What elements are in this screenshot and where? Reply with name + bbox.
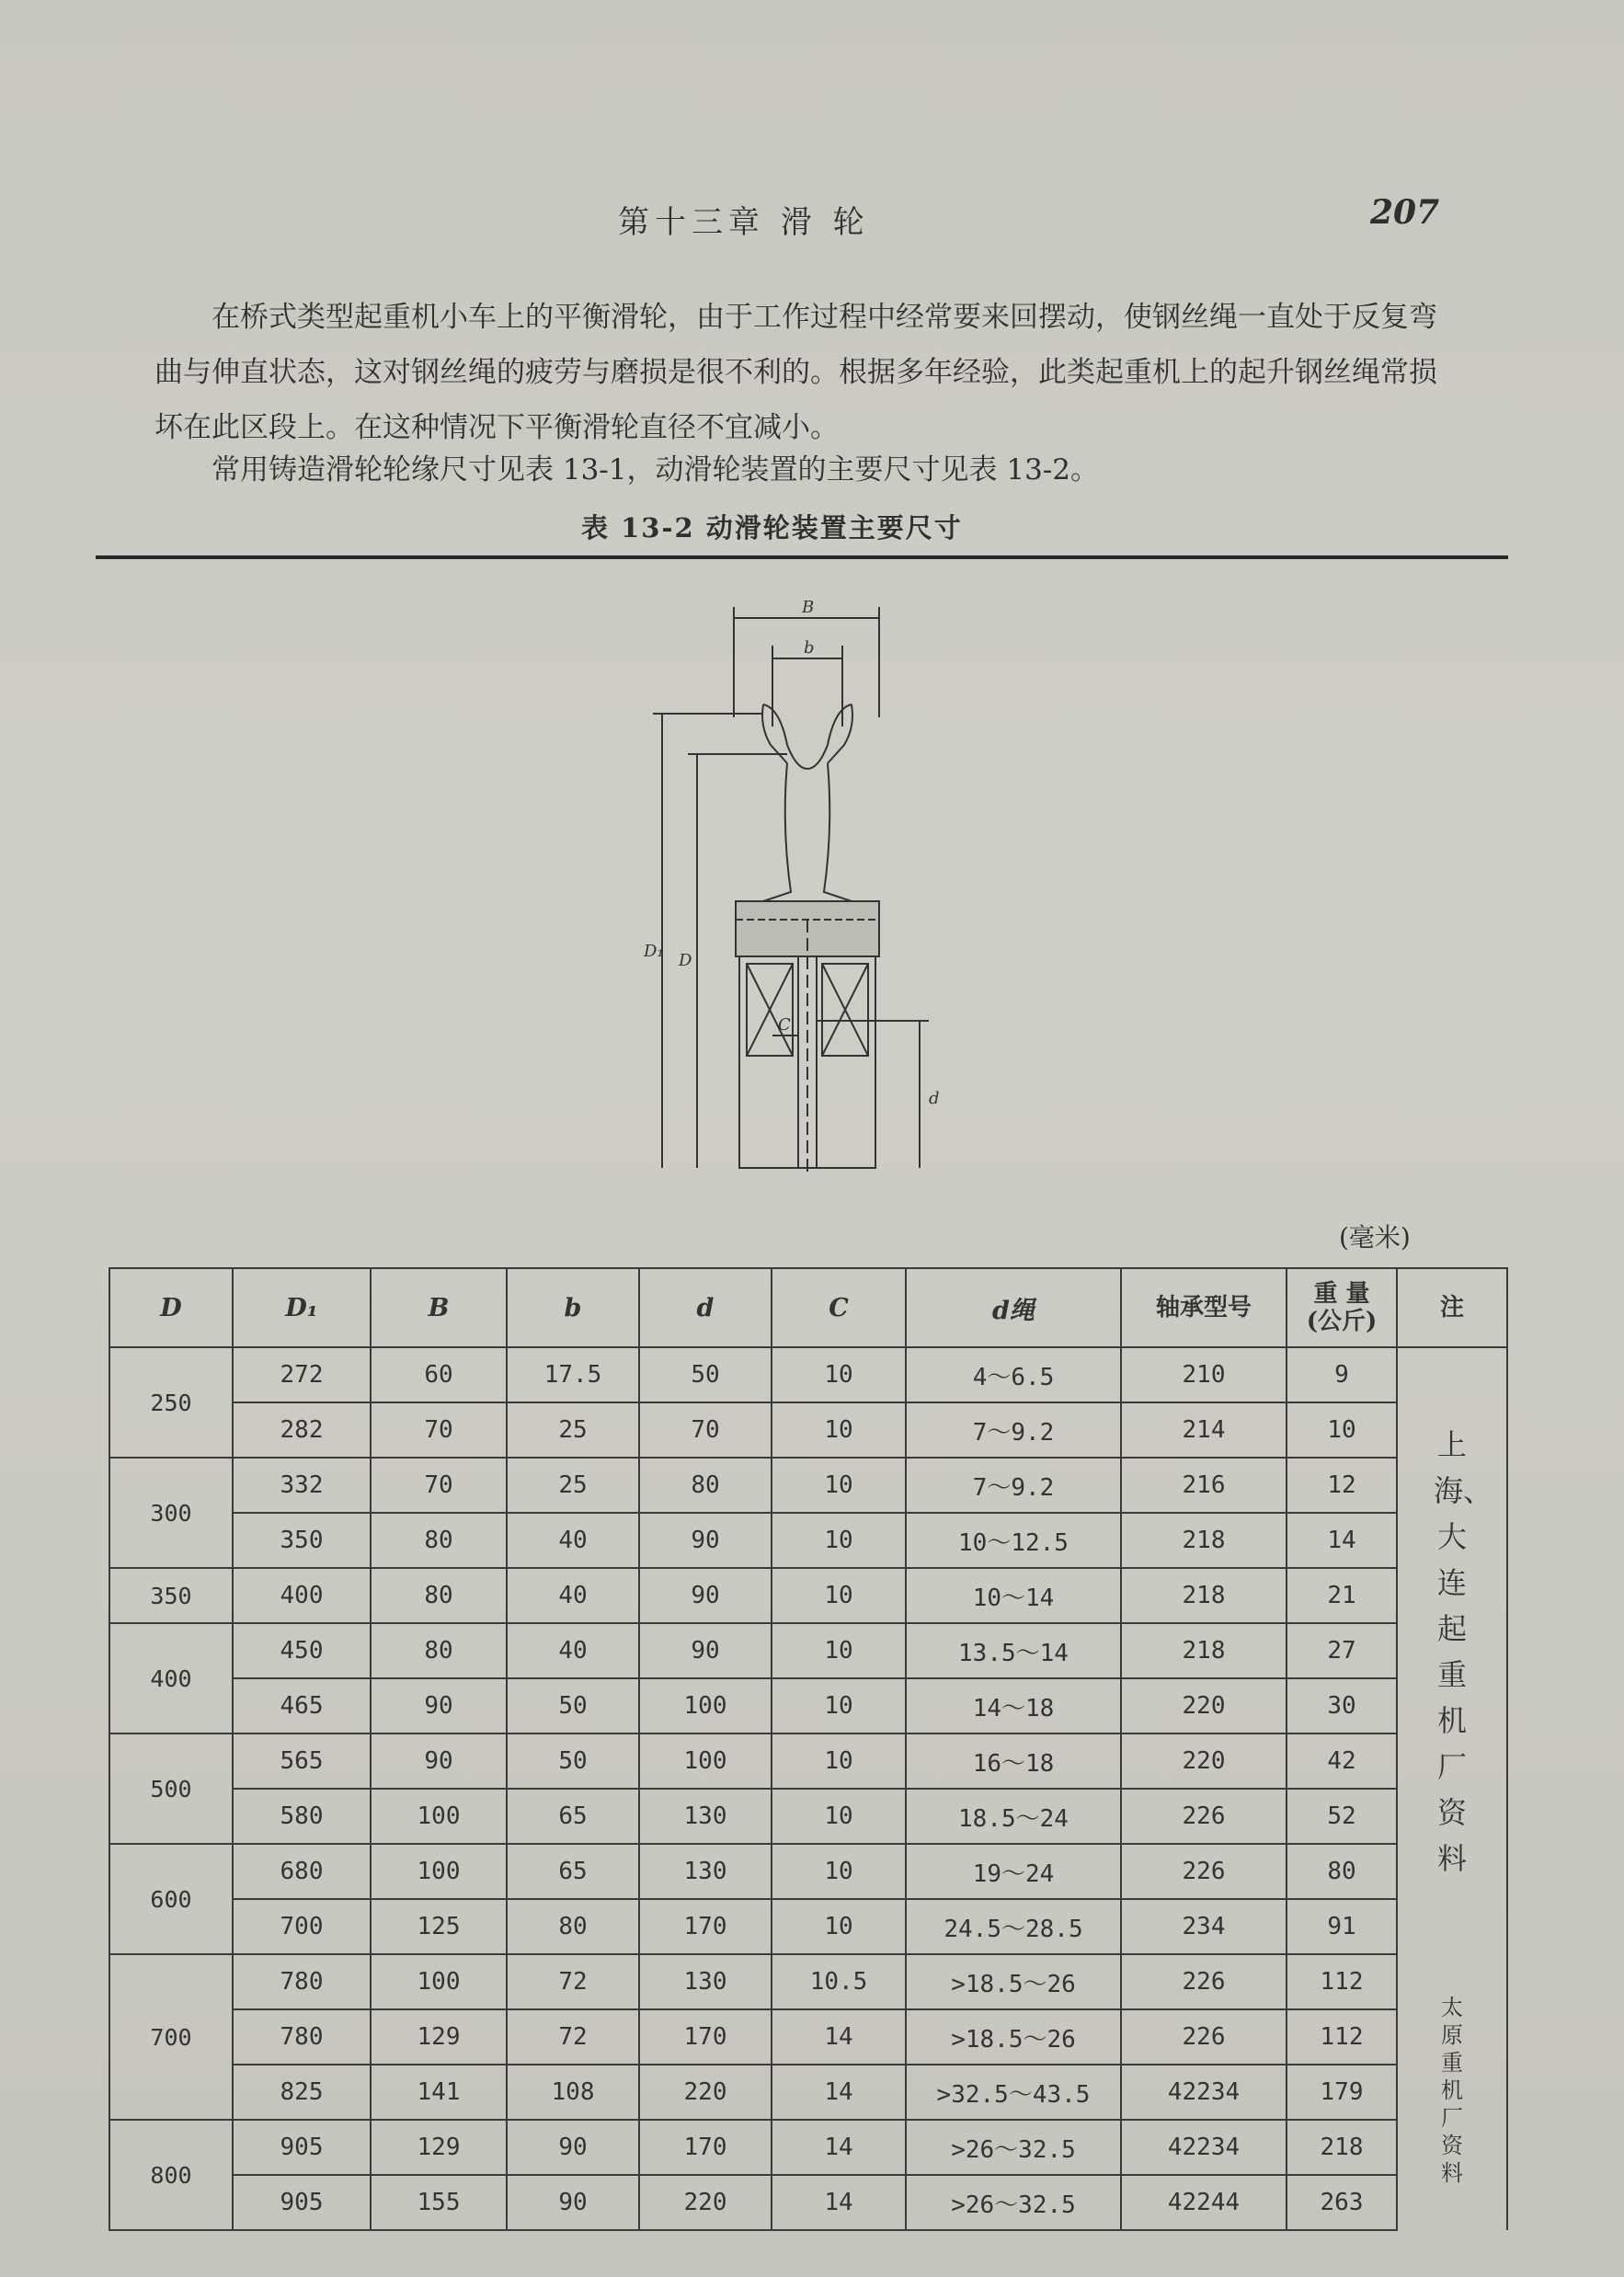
table-row <box>109 1458 1507 1513</box>
table-row <box>109 2120 1507 2175</box>
table-row <box>109 1347 1507 1402</box>
pulley-drawing <box>625 589 956 1196</box>
cell-D1: 825 <box>233 2065 371 2120</box>
cell-d: 80 <box>639 1458 772 1513</box>
cell-b: 40 <box>507 1568 639 1623</box>
cell-d: 130 <box>639 1954 772 2009</box>
cell-bearing: 226 <box>1121 1954 1287 2009</box>
table-row <box>109 1568 1507 1623</box>
cell-D1: 350 <box>233 1513 371 1568</box>
cell-D1: 780 <box>233 2009 371 2065</box>
cell-b: 17.5 <box>507 1347 639 1402</box>
cell-D: 800 <box>109 2120 233 2230</box>
cell-D1: 282 <box>233 1402 371 1458</box>
cell-B: 70 <box>371 1458 507 1513</box>
cell-weight: 112 <box>1287 2009 1397 2065</box>
table-body <box>109 1347 1507 2230</box>
cell-B: 155 <box>371 2175 507 2230</box>
cell-d-rope: >18.5～26 <box>906 1954 1121 2009</box>
table-header-row <box>109 1268 1507 1347</box>
groove-outline <box>763 704 852 769</box>
cell-weight: 10 <box>1287 1402 1397 1458</box>
cell-C: 10.5 <box>772 1954 906 2009</box>
cell-bearing: 210 <box>1121 1347 1287 1402</box>
cell-D: 600 <box>109 1844 233 1954</box>
cell-b: 40 <box>507 1513 639 1568</box>
table-top-rule <box>96 555 1508 559</box>
cell-d-rope: 13.5～14 <box>906 1623 1121 1678</box>
cell-weight: 30 <box>1287 1678 1397 1733</box>
cell-b: 108 <box>507 2065 639 2120</box>
table-row <box>109 1733 1507 1789</box>
cell-bearing: 220 <box>1121 1733 1287 1789</box>
cell-d-rope: 4～6.5 <box>906 1347 1121 1402</box>
cell-D1: 905 <box>233 2120 371 2175</box>
cell-C: 10 <box>772 1678 906 1733</box>
header-b: b <box>507 1268 639 1347</box>
cell-weight: 112 <box>1287 1954 1397 2009</box>
cell-weight: 179 <box>1287 2065 1397 2120</box>
cell-b: 90 <box>507 2175 639 2230</box>
cell-B: 125 <box>371 1899 507 1954</box>
cell-C: 10 <box>772 1402 906 1458</box>
page-number: 207 <box>1370 193 1440 232</box>
cell-b: 40 <box>507 1623 639 1678</box>
cell-D: 700 <box>109 1954 233 2120</box>
cell-b: 80 <box>507 1899 639 1954</box>
cell-d-rope: >32.5～43.5 <box>906 2065 1121 2120</box>
cell-b: 90 <box>507 2120 639 2175</box>
cell-d: 220 <box>639 2065 772 2120</box>
cell-C: 10 <box>772 1844 906 1899</box>
cell-D1: 465 <box>233 1678 371 1733</box>
label-D1: D₁ <box>644 942 664 961</box>
cell-C: 10 <box>772 1513 906 1568</box>
dimension-table-wrap <box>109 1267 1506 2231</box>
cell-C: 10 <box>772 1733 906 1789</box>
cell-d: 90 <box>639 1513 772 1568</box>
cell-C: 14 <box>772 2065 906 2120</box>
table-row <box>109 1623 1507 1678</box>
cell-B: 60 <box>371 1347 507 1402</box>
cell-bearing: 226 <box>1121 1789 1287 1844</box>
cell-bearing: 234 <box>1121 1899 1287 1954</box>
cell-D: 400 <box>109 1623 233 1733</box>
cell-d-rope: 16～18 <box>906 1733 1121 1789</box>
cell-weight: 14 <box>1287 1513 1397 1568</box>
label-C: C <box>778 1015 791 1035</box>
label-d: d <box>929 1089 940 1108</box>
cell-C: 14 <box>772 2175 906 2230</box>
cell-B: 100 <box>371 1954 507 2009</box>
chapter-title: 第十三章 滑 轮 <box>618 204 870 241</box>
cell-d-rope: 10～14 <box>906 1568 1121 1623</box>
table-row <box>109 1789 1507 1844</box>
cell-bearing: 220 <box>1121 1678 1287 1733</box>
table-row <box>109 2065 1507 2120</box>
cell-weight: 263 <box>1287 2175 1397 2230</box>
cell-bearing: 218 <box>1121 1568 1287 1623</box>
cell-d-rope: >26～32.5 <box>906 2175 1121 2230</box>
cell-weight: 27 <box>1287 1623 1397 1678</box>
cell-C: 10 <box>772 1899 906 1954</box>
cell-bearing: 218 <box>1121 1513 1287 1568</box>
cell-d-rope: 14～18 <box>906 1678 1121 1733</box>
cell-d-rope: 10～12.5 <box>906 1513 1121 1568</box>
cell-C: 10 <box>772 1458 906 1513</box>
cell-D1: 565 <box>233 1733 371 1789</box>
dimension-table <box>109 1267 1508 2231</box>
cell-weight: 52 <box>1287 1789 1397 1844</box>
unit-note: (毫米) <box>1339 1222 1411 1253</box>
cell-d-rope: >26～32.5 <box>906 2120 1121 2175</box>
cell-d: 130 <box>639 1844 772 1899</box>
cell-d: 100 <box>639 1678 772 1733</box>
note-text: 太原重机厂资料 <box>1441 1994 1463 2186</box>
header-D1: D₁ <box>233 1268 371 1347</box>
label-b: b <box>804 638 815 658</box>
cell-weight: 91 <box>1287 1899 1397 1954</box>
header-d: d <box>639 1268 772 1347</box>
table-row <box>109 1954 1507 2009</box>
cell-weight: 218 <box>1287 2120 1397 2175</box>
table-row <box>109 2175 1507 2230</box>
cell-D1: 272 <box>233 1347 371 1402</box>
cell-D1: 450 <box>233 1623 371 1678</box>
cell-B: 80 <box>371 1623 507 1678</box>
cell-B: 70 <box>371 1402 507 1458</box>
table-row <box>109 1899 1507 1954</box>
cell-d: 50 <box>639 1347 772 1402</box>
label-D: D <box>679 951 692 970</box>
header-d-rope: d绳 <box>906 1268 1121 1347</box>
cell-bearing: 214 <box>1121 1402 1287 1458</box>
cell-bearing: 226 <box>1121 2009 1287 2065</box>
cell-bearing: 42234 <box>1121 2065 1287 2120</box>
cell-C: 10 <box>772 1623 906 1678</box>
cell-b: 50 <box>507 1733 639 1789</box>
cell-B: 80 <box>371 1513 507 1568</box>
table-row <box>109 1402 1507 1458</box>
cell-b: 25 <box>507 1402 639 1458</box>
header-C: C <box>772 1268 906 1347</box>
cell-D1: 580 <box>233 1789 371 1844</box>
table-row <box>109 1513 1507 1568</box>
cell-weight: 12 <box>1287 1458 1397 1513</box>
header-weight: 重 量 (公斤) <box>1287 1268 1397 1347</box>
cell-d-rope: >18.5～26 <box>906 2009 1121 2065</box>
running-head <box>0 193 1624 243</box>
cell-d: 220 <box>639 2175 772 2230</box>
cell-d-rope: 7～9.2 <box>906 1458 1121 1513</box>
cell-d-rope: 19～24 <box>906 1844 1121 1899</box>
cell-weight: 80 <box>1287 1844 1397 1899</box>
cell-D1: 700 <box>233 1899 371 1954</box>
cell-d: 100 <box>639 1733 772 1789</box>
cell-d-rope: 18.5～24 <box>906 1789 1121 1844</box>
label-B: B <box>802 598 815 617</box>
cell-B: 100 <box>371 1844 507 1899</box>
cell-D: 300 <box>109 1458 233 1568</box>
cell-B: 141 <box>371 2065 507 2120</box>
cell-B: 90 <box>371 1678 507 1733</box>
cell-D1: 400 <box>233 1568 371 1623</box>
cell-C: 14 <box>772 2009 906 2065</box>
cell-d-rope: 7～9.2 <box>906 1402 1121 1458</box>
header-note: 注 <box>1397 1268 1507 1347</box>
cell-bearing: 226 <box>1121 1844 1287 1899</box>
cell-B: 129 <box>371 2009 507 2065</box>
table-row <box>109 1678 1507 1733</box>
cell-C: 10 <box>772 1789 906 1844</box>
cell-B: 100 <box>371 1789 507 1844</box>
cell-D: 500 <box>109 1733 233 1844</box>
body-paragraph: 常用铸造滑轮轮缘尺寸见表 13-1，动滑轮装置的主要尺寸见表 13-2。 <box>212 453 1099 486</box>
cell-C: 14 <box>772 2120 906 2175</box>
table-title: 表 13-2 动滑轮装置主要尺寸 <box>581 512 963 544</box>
cell-D1: 332 <box>233 1458 371 1513</box>
cell-note <box>1397 1347 1507 1954</box>
cell-d: 90 <box>639 1568 772 1623</box>
cell-D1: 780 <box>233 1954 371 2009</box>
note-text: 上海、大连起重机厂资料 <box>1434 1426 1493 1876</box>
cell-b: 72 <box>507 1954 639 2009</box>
cell-D: 250 <box>109 1347 233 1458</box>
cell-D1: 680 <box>233 1844 371 1899</box>
header-D: D <box>109 1268 233 1347</box>
cell-d: 90 <box>639 1623 772 1678</box>
cell-d: 130 <box>639 1789 772 1844</box>
cell-C: 10 <box>772 1347 906 1402</box>
cell-weight: 42 <box>1287 1733 1397 1789</box>
cell-weight: 9 <box>1287 1347 1397 1402</box>
cell-B: 129 <box>371 2120 507 2175</box>
cell-d: 70 <box>639 1402 772 1458</box>
cell-b: 72 <box>507 2009 639 2065</box>
header-B: B <box>371 1268 507 1347</box>
body-paragraph: 在桥式类型起重机小车上的平衡滑轮，由于工作过程中经常要来回摆动，使钢丝绳一直处于反复弯曲与伸直状态，这对钢丝绳的疲劳与磨损是很不利的。根据多年经验，此类起重机上的起升钢丝绳常损坏在此区段上。在这种情况下平衡滑轮直径不宜减小。 <box>154 301 1437 444</box>
cell-bearing: 42244 <box>1121 2175 1287 2230</box>
cell-D1: 905 <box>233 2175 371 2230</box>
cell-d: 170 <box>639 1899 772 1954</box>
cell-b: 25 <box>507 1458 639 1513</box>
cell-b: 65 <box>507 1844 639 1899</box>
cell-D: 350 <box>109 1568 233 1623</box>
cell-bearing: 216 <box>1121 1458 1287 1513</box>
cell-bearing: 218 <box>1121 1623 1287 1678</box>
cell-b: 65 <box>507 1789 639 1844</box>
cell-bearing: 42234 <box>1121 2120 1287 2175</box>
cell-d: 170 <box>639 2120 772 2175</box>
table-row <box>109 1844 1507 1899</box>
header-bearing: 轴承型号 <box>1121 1268 1287 1347</box>
cell-d: 170 <box>639 2009 772 2065</box>
table-row <box>109 2009 1507 2065</box>
cell-b: 50 <box>507 1678 639 1733</box>
cell-weight: 21 <box>1287 1568 1397 1623</box>
cell-note <box>1397 1954 1507 2230</box>
cell-B: 80 <box>371 1568 507 1623</box>
cell-d-rope: 24.5～28.5 <box>906 1899 1121 1954</box>
cell-B: 90 <box>371 1733 507 1789</box>
cell-C: 10 <box>772 1568 906 1623</box>
